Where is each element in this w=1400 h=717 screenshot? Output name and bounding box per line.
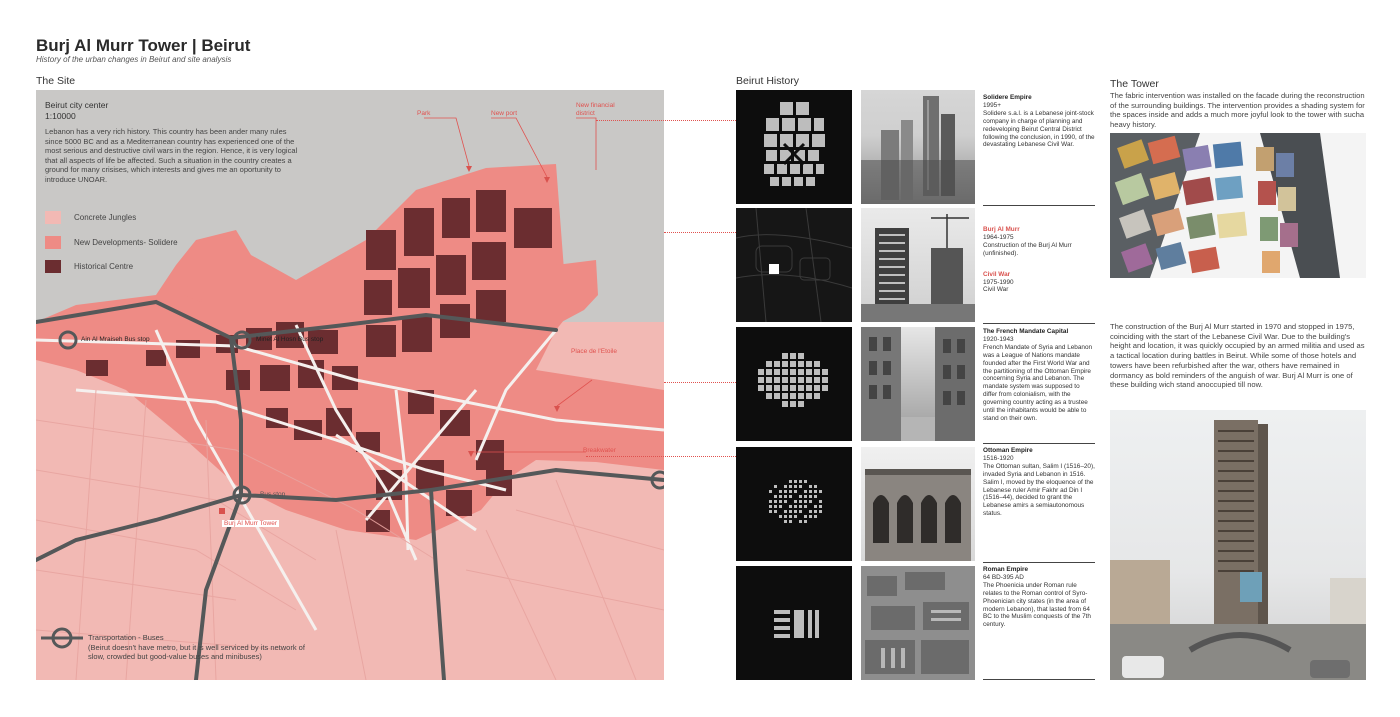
- era-years: 1995+: [983, 101, 1001, 109]
- era-title: Solidere Empire: [983, 94, 1032, 101]
- legend-solidere: [45, 236, 178, 249]
- leader-line: [586, 456, 736, 457]
- label-place-etoile: Place de l'Etoile: [571, 348, 618, 355]
- divider: [983, 562, 1095, 563]
- label-new-port: New port: [491, 110, 518, 117]
- era-solidere: [983, 94, 1095, 149]
- era-text-civil-war: Civil War: [983, 286, 1009, 294]
- legend-concrete: [45, 211, 136, 224]
- era-text: The Ottoman sultan, Salim I (1516–20), invaded Syria and Lebanon in 1516. Salim I, moved by the eloquence of the Lebanese ruler Amir Fakhr ad Din I (1516–44), decided to grant the Lebanese amirs a semiautonomous status.: [983, 462, 1095, 518]
- era-text: French Mandate of Syria and Lebanon was a League of Nations mandate founded after the First World War and the partitioning of the Ottoman Empire concerning Syria and Lebanon. The mandate system was supposed to differ from colonialism, with the governing country acting as a trustee until the inhabitants would be able to stand on their own.: [983, 343, 1093, 422]
- label-new-financial: New financial district: [576, 102, 615, 117]
- era-title: Roman Empire: [983, 566, 1029, 573]
- photo-burj-construction: [861, 208, 975, 322]
- tower-facade-photo: [1110, 133, 1366, 278]
- era-years: 1516-1920: [983, 454, 1014, 462]
- map-title: Beirut city center: [45, 100, 109, 110]
- leader-line: [596, 120, 736, 121]
- label-minet-stop: Minet Al Hosn Bus stop: [256, 336, 324, 343]
- leader-line: [664, 382, 736, 383]
- legend-label: Historical Centre: [74, 262, 134, 271]
- swatch-concrete: [45, 211, 61, 224]
- era-title: Burj Al Murr: [983, 226, 1020, 233]
- era-french: [983, 328, 1095, 423]
- swatch-historic: [45, 260, 61, 273]
- era-text: The Phoenicia under Roman rule relates to the Roman control of Syro-Phoenician city states (in the area of modern Lebanon), that lasted from 64 BC to the Muslim conquests of the 7th century.: [983, 581, 1091, 629]
- era-text: Construction of the Burj Al Murr (unfinished).: [983, 241, 1072, 257]
- era-title: The French Mandate Capital: [983, 328, 1069, 335]
- burj-marker[interactable]: [219, 508, 225, 514]
- transport-desc: (Beirut doesn't have metro, but it is well serviced by its network of slow, crowded but good-value buses and minibuses): [88, 642, 305, 662]
- era-years: 1920-1943: [983, 335, 1014, 343]
- era-years-civil-war: 1975-1990: [983, 278, 1014, 286]
- era-thumb-solidere: [736, 90, 852, 204]
- label-ain-stop: Ain Al Mraiseh Bus stop: [81, 336, 150, 343]
- era-ottoman: [983, 447, 1095, 518]
- photo-solidere: [861, 90, 975, 204]
- label-burj: Burj Al Murr Tower: [224, 520, 277, 527]
- tower-text-2: The construction of the Burj Al Murr started in 1970 and stopped in 1975, coinciding with the start of the Lebanese Civil War. Due to the building's height and location, it was quickly occupied by an armed militia and used as a tactical location during battles in Beirut. While some of those hotels and towers have been refurbished after the war, others have remained in dormancy as bold reminders of the anguish of war. Burj Al Murr is one of these building wich stand anoccupied till now.: [1110, 322, 1365, 390]
- era-years: 1964-1975: [983, 233, 1014, 241]
- history-heading: Beirut History: [736, 75, 800, 87]
- era-burj: [983, 226, 1095, 294]
- divider: [983, 443, 1095, 444]
- map-scale: 1:10000: [45, 110, 76, 121]
- era-thumb-french: [736, 327, 852, 441]
- era-roman: [983, 566, 1095, 629]
- site-heading: The Site: [36, 75, 76, 87]
- era-years: 64 BD-395 AD: [983, 573, 1024, 581]
- tower-photo: [1110, 410, 1366, 680]
- era-title-civil-war: Civil War: [983, 270, 1011, 278]
- label-small-stop: Bus stop: [260, 491, 286, 498]
- photo-roman-ruins: [861, 566, 975, 680]
- tower-heading: The Tower: [1110, 78, 1159, 90]
- era-thumb-ottoman: [736, 447, 852, 561]
- era-text: Solidere s.a.l. is a Lebanese joint-stock company in charge of planning and redeveloping Beirut Central District following the conclusion, in 1990, of the devastating Lebanese Civil War.: [983, 109, 1095, 149]
- site-map: [36, 90, 664, 680]
- page-title: Burj Al Murr Tower | Beirut: [36, 36, 251, 55]
- legend-historic: [45, 260, 133, 273]
- photo-ottoman: [861, 447, 975, 561]
- legend-label: New Developments- Solidere: [74, 238, 178, 247]
- swatch-solidere: [45, 236, 61, 249]
- page-subtitle: History of the urban changes in Beirut and site analysis: [36, 55, 232, 64]
- legend-label: Concrete Jungles: [74, 213, 137, 222]
- site-description: Lebanon has a very rich history. This country has been ander many rules since 5000 BC and as a Mediterranean country has experienced one of the most serious and destructive civil wars in the region. Hence, it is very logical that all aspects of life be affected. Such a situation in the country creates a ground for many crisises, which interests and gives me an oportunity to introduce UNOAR.: [45, 127, 298, 184]
- divider: [983, 679, 1095, 680]
- label-breakwater: Breakwater: [583, 447, 616, 454]
- label-park: Park: [417, 110, 431, 117]
- era-thumb-roman: [736, 566, 852, 680]
- transport-title: Transportation - Buses: [88, 633, 164, 642]
- leader-line: [664, 232, 736, 233]
- era-title: Ottoman Empire: [983, 447, 1033, 454]
- divider: [983, 323, 1095, 324]
- era-thumb-burj: [736, 208, 852, 322]
- divider: [983, 205, 1095, 206]
- photo-french-mandate: [861, 327, 975, 441]
- tower-text-1: The fabric intervention was installed on the facade during the reconstruction of the surrounding buildings. The intervention provides a shading system for the spaces inside and adds a much more joyful look to the tower with sucha heavy history.: [1110, 91, 1365, 130]
